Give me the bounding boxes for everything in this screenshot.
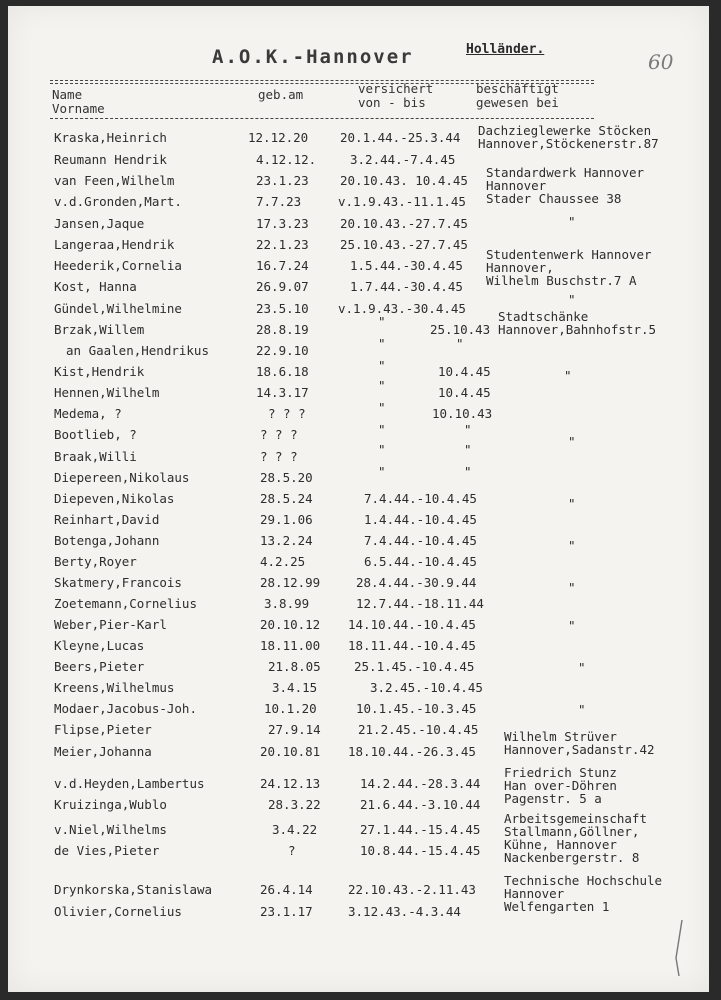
row-birth-date: ? ? ?: [260, 427, 298, 442]
row-name: Kost, Hanna: [54, 279, 137, 294]
row-name: Skatmery,Francois: [54, 575, 182, 590]
row-insured-period: v.1.9.43.-11.1.45: [338, 194, 466, 209]
row-insured-period: 10.4.45: [438, 364, 491, 379]
ditto-insured-9: ": [378, 442, 386, 457]
employer-8: Technische Hochschule Hannover Welfengarten 1: [504, 873, 663, 914]
row-insured-period: 14.10.44.-10.4.45: [348, 617, 476, 632]
row-name: Kleyne,Lucas: [54, 638, 145, 653]
header-from-to-label: von - bis: [358, 95, 426, 110]
row-insured-period: 1.5.44.-30.4.45: [350, 258, 463, 273]
row-insured-period: 10.10.43: [432, 406, 493, 421]
row-insured-period: 12.7.44.-18.11.44: [356, 596, 484, 611]
row-name: Kraska,Heinrich: [54, 130, 167, 145]
row-insured-period: 21.2.45.-10.4.45: [358, 722, 479, 737]
row-insured-period: 25.10.43.-27.7.45: [340, 237, 468, 252]
header-employed: [476, 82, 559, 110]
ditto-insured-8: ": [464, 422, 472, 437]
header-born: geb.am: [258, 87, 304, 102]
row-birth-date: 26.4.14: [260, 882, 313, 897]
row-insured-period: 7.4.44.-10.4.45: [364, 491, 477, 506]
nationality-label: Holländer.: [466, 42, 545, 57]
ditto-insured-3: ": [456, 336, 464, 351]
employer-2: Standardwerk Hannover Hannover Stader Chaussee 38: [486, 165, 645, 206]
ditto-insured-5: ": [378, 378, 386, 393]
row-birth-date: 18.11.00: [260, 638, 321, 653]
row-birth-date: 28.12.99: [260, 575, 321, 590]
row-name: Drynkorska,Stanislawa: [54, 882, 213, 897]
header-firstname-label: Vorname: [52, 101, 105, 116]
row-name: Langeraa,Hendrik: [54, 237, 175, 252]
ditto-employer-5: ": [568, 496, 576, 511]
row-name: Modaer,Jacobus-Joh.: [54, 701, 197, 716]
row-birth-date: ? ? ?: [260, 449, 298, 464]
row-insured-period: 6.5.44.-10.4.45: [364, 554, 477, 569]
row-insured-period: 1.4.44.-10.4.45: [364, 512, 477, 527]
row-insured-period: 14.2.44.-28.3.44: [360, 776, 481, 791]
row-birth-date: 22.9.10: [256, 343, 309, 358]
document-page: [8, 6, 709, 992]
employer-7: Arbeitsgemeinschaft Stallmann,Göllner, Kühne, Hannover Nackenbergerstr. 8: [504, 811, 647, 865]
row-birth-date: 16.7.24: [256, 258, 309, 273]
row-name: de Vies,Pieter: [54, 843, 160, 858]
row-birth-date: 18.6.18: [256, 364, 309, 379]
row-birth-date: ?: [288, 843, 296, 858]
row-name: Heederik,Cornelia: [54, 258, 182, 273]
row-name: v.d.Heyden,Lambertus: [54, 776, 205, 791]
row-birth-date: 3.4.22: [272, 822, 318, 837]
ditto-insured-2: ": [378, 336, 386, 351]
header-employed-label: beschäftigt: [476, 81, 559, 96]
row-name: Kreens,Wilhelmus: [54, 680, 175, 695]
row-name: Reumann Hendrik: [54, 152, 167, 167]
ditto-insured-1: ": [378, 314, 386, 329]
row-name: v.d.Gronden,Mart.: [54, 194, 182, 209]
row-name: Kist,Hendrik: [54, 364, 145, 379]
row-insured-period: 25.10.43: [430, 322, 491, 337]
row-name: Olivier,Cornelius: [54, 904, 182, 919]
ditto-employer-1: ": [568, 214, 576, 229]
ditto-employer-8: ": [568, 618, 576, 633]
ditto-insured-11: ": [378, 464, 386, 479]
row-name: Botenga,Johann: [54, 533, 160, 548]
row-birth-date: 27.9.14: [268, 722, 321, 737]
row-insured-period: 10.8.44.-15.4.45: [360, 843, 481, 858]
row-birth-date: 23.1.17: [260, 904, 313, 919]
row-insured-period: 28.4.44.-30.9.44: [356, 575, 477, 590]
row-name: Flipse,Pieter: [54, 722, 152, 737]
row-insured-period: 21.6.44.-3.10.44: [360, 797, 481, 812]
row-birth-date: 4.12.12.: [256, 152, 317, 167]
row-name: Reinhart,David: [54, 512, 160, 527]
row-name: Meier,Johanna: [54, 744, 152, 759]
row-name: Hennen,Wilhelm: [54, 385, 160, 400]
employer-3: Studentenwerk Hannover Hannover, Wilhelm Buschstr.7 A: [486, 247, 652, 288]
employer-4: Stadtschänke Hannover,Bahnhofstr.5: [498, 309, 657, 337]
row-insured-period: 18.10.44.-26.3.45: [348, 744, 476, 759]
row-birth-date: 29.1.06: [260, 512, 313, 527]
row-birth-date: 22.1.23: [256, 237, 309, 252]
row-birth-date: 3.8.99: [264, 596, 310, 611]
employer-6: Friedrich Stunz Han over-Döhren Pagenstr. 5 a: [504, 765, 617, 806]
row-insured-period: 3.12.43.-4.3.44: [348, 904, 461, 919]
ditto-employer-10: ": [578, 702, 586, 717]
row-birth-date: 26.9.07: [256, 279, 309, 294]
row-birth-date: ? ? ?: [268, 406, 306, 421]
row-insured-period: 22.10.43.-2.11.43: [348, 882, 476, 897]
row-name: Beers,Pieter: [54, 659, 145, 674]
row-insured-period: 7.4.44.-10.4.45: [364, 533, 477, 548]
row-birth-date: 21.8.05: [268, 659, 321, 674]
ditto-insured-7: ": [378, 422, 386, 437]
row-birth-date: 14.3.17: [256, 385, 309, 400]
row-name: van Feen,Wilhelm: [54, 173, 175, 188]
ditto-insured-4: ": [378, 358, 386, 373]
header-insured: [358, 82, 433, 110]
row-birth-date: 13.2.24: [260, 533, 313, 548]
ditto-insured-10: ": [464, 442, 472, 457]
row-insured-period: 20.10.43. 10.4.45: [340, 173, 468, 188]
row-birth-date: 23.1.23: [256, 173, 309, 188]
row-birth-date: 23.5.10: [256, 301, 309, 316]
header-name: [52, 88, 105, 116]
row-birth-date: 28.5.24: [260, 491, 313, 506]
ditto-employer-6: ": [568, 538, 576, 553]
row-name: Zoetemann,Cornelius: [54, 596, 197, 611]
row-insured-period: v.1.9.43.-30.4.45: [338, 301, 466, 316]
row-birth-date: 28.8.19: [256, 322, 309, 337]
row-insured-period: 18.11.44.-10.4.45: [348, 638, 476, 653]
row-name: Berty,Royer: [54, 554, 137, 569]
row-insured-period: 3.2.45.-10.4.45: [370, 680, 483, 695]
header-employed2-label: gewesen bei: [476, 95, 559, 110]
row-name: Brzak,Willem: [54, 322, 145, 337]
row-birth-date: 7.7.23: [256, 194, 302, 209]
row-birth-date: 10.1.20: [264, 701, 317, 716]
row-name: Bootlieb, ?: [54, 427, 137, 442]
row-insured-period: 10.1.45.-10.3.45: [356, 701, 477, 716]
employer-1: Dachzieglewerke Stöcken Hannover,Stöckenerstr.87: [478, 123, 659, 151]
row-name: Jansen,Jaque: [54, 216, 145, 231]
ditto-employer-3: ": [564, 368, 572, 383]
row-birth-date: 24.12.13: [260, 776, 321, 791]
ditto-insured-12: ": [464, 464, 472, 479]
header-rule-bottom: [50, 118, 594, 119]
ditto-employer-7: ": [568, 580, 576, 595]
row-name: Kruizinga,Wublo: [54, 797, 167, 812]
row-insured-period: 1.7.44.-30.4.45: [350, 279, 463, 294]
ditto-insured-6: ": [378, 400, 386, 415]
folio-number: 60: [648, 50, 674, 74]
row-birth-date: 28.3.22: [268, 797, 321, 812]
row-birth-date: 12.12.20: [248, 130, 309, 145]
row-birth-date: 3.4.15: [272, 680, 318, 695]
employer-5: Wilhelm Strüver Hannover,Sadanstr.42: [504, 729, 655, 757]
row-name: v.Niel,Wilhelms: [54, 822, 167, 837]
row-insured-period: 25.1.45.-10.4.45: [354, 659, 475, 674]
row-name: an Gaalen,Hendrikus: [66, 343, 209, 358]
row-name: Braak,Willi: [54, 449, 137, 464]
header-insured-label: versichert: [358, 81, 434, 96]
row-birth-date: 28.5.20: [260, 470, 313, 485]
row-birth-date: 17.3.23: [256, 216, 309, 231]
header-name-label: Name: [52, 87, 83, 102]
row-insured-period: 20.10.43.-27.7.45: [340, 216, 468, 231]
row-birth-date: 4.2.25: [260, 554, 306, 569]
document-title: A.O.K.-Hannover: [212, 46, 414, 68]
row-insured-period: 3.2.44.-7.4.45: [350, 152, 456, 167]
row-birth-date: 20.10.81: [260, 744, 321, 759]
row-birth-date: 20.10.12: [260, 617, 321, 632]
row-name: Diepereen,Nikolaus: [54, 470, 190, 485]
ditto-employer-4: ": [568, 434, 576, 449]
row-name: Gündel,Wilhelmine: [54, 301, 182, 316]
row-name: Diepeven,Nikolas: [54, 491, 175, 506]
pencil-mark-icon: [668, 918, 688, 978]
row-name: Medema, ?: [54, 406, 122, 421]
row-insured-period: 10.4.45: [438, 385, 491, 400]
row-insured-period: 20.1.44.-25.3.44: [340, 130, 461, 145]
ditto-employer-2: ": [568, 292, 576, 307]
row-insured-period: 27.1.44.-15.4.45: [360, 822, 481, 837]
ditto-employer-9: ": [578, 660, 586, 675]
row-name: Weber,Pier-Karl: [54, 617, 167, 632]
